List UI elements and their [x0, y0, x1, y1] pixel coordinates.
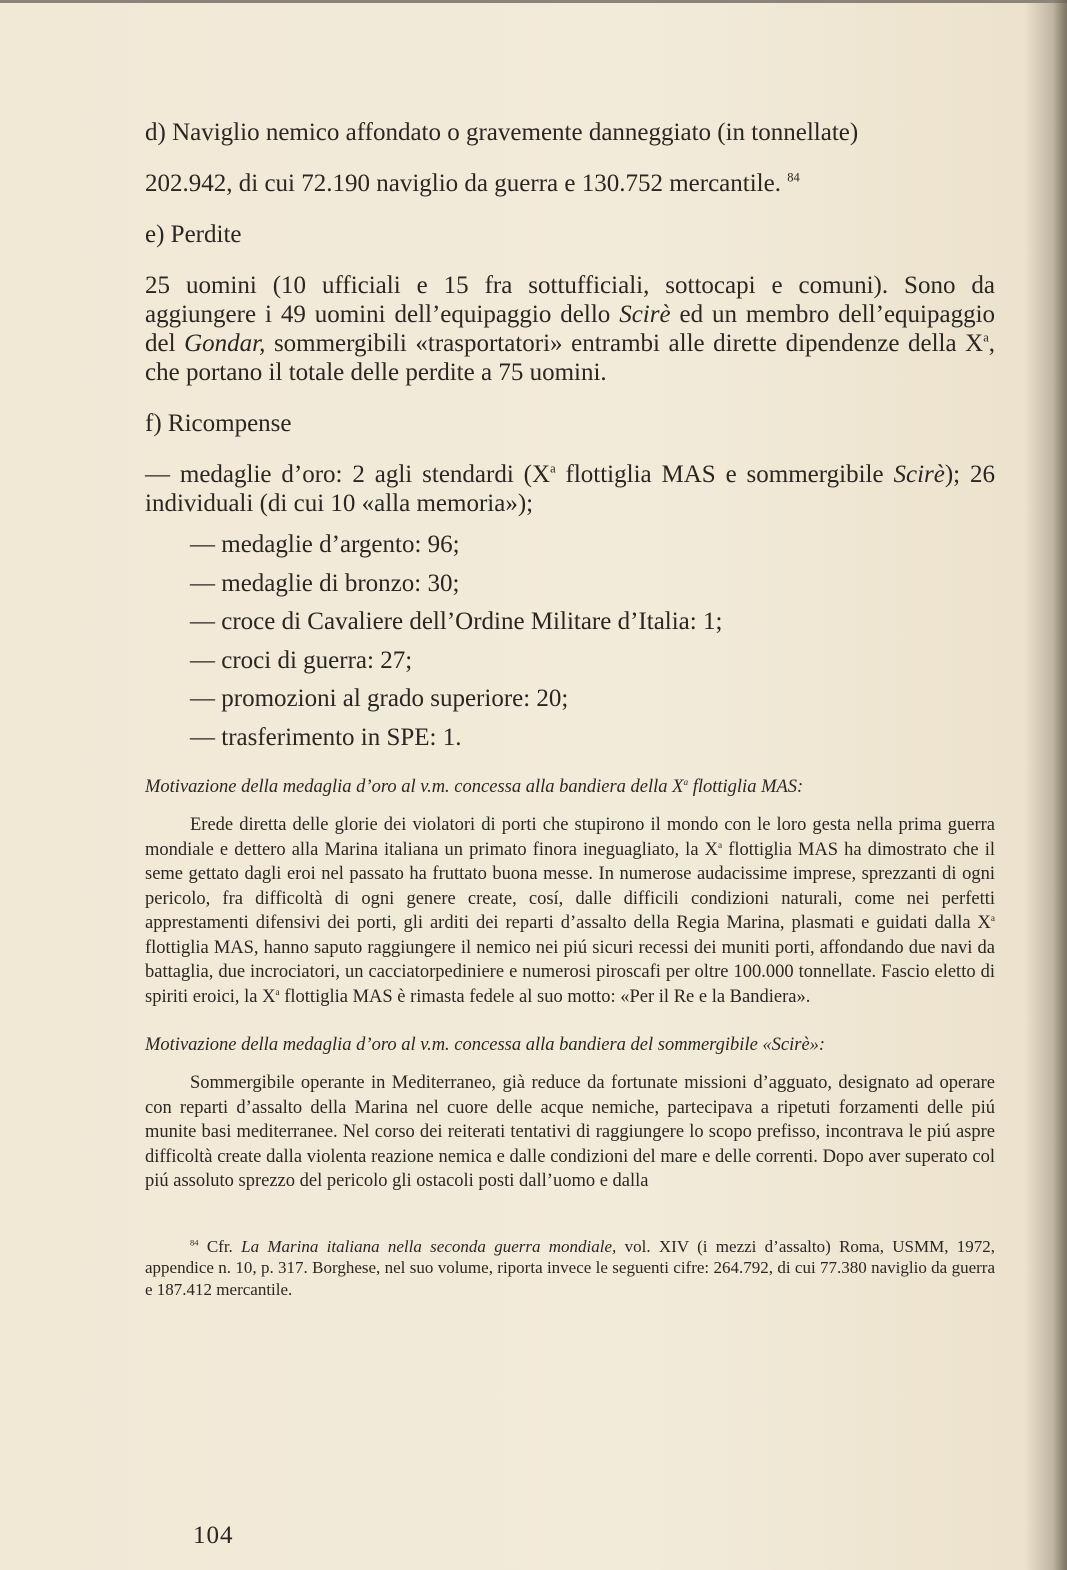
section-d-text: 202.942, di cui 72.190 naviglio da guerra e 130.752 mercantile. $^{84}$: [145, 170, 800, 197]
motivation-1-text: Erede diretta delle glorie dei violatori di porti che stupirono il mondo con le loro gesta nella prima guerra mondiale e dettero alla Marina italiana un primato finora ineguagliato, la $X^a$ flottiglia MAS ha dimostrato che il seme gettato dagli eroi nel passato ha fruttato buona messe. In numerose audacissime imprese, sprezzanti di ogni pericolo, fra difficoltà di ogni genere create, cosí, dalle difficili condizioni naturali, come nei perfetti apprestamenti difensivi dei porti, gli arditi dei reparti d’assalto della Regia Marina, plasmati e guidati dalla $X^a$ flottiglia MAS, hanno saputo raggiungere il nemico nei piú sicuri recessi dei muniti porti, affondando due navi da battaglia, due incrociatori, un cacciatorpediniere e numerosi piroscafi per oltre 100.000 tonnellate. Fascio eletto di spiriti eroici, la $X^a$ flottiglia MAS è rimasta fedele al suo motto: «Per il Re e la Bandiera».: [145, 815, 995, 1007]
section-e-text: 25 uomini (10 ufficiali e 15 fra sottufficiali, sottocapi e comuni). Sono da aggiungere i 49 uomini dell’equipaggio dello Scirè ed un membro dell’equipaggio del Gondar, sommergibili «trasportatori» entrambi alle dirette dipendenze della $X^a$, che portano il totale delle perdite a 75 uomini.: [145, 272, 996, 386]
section-e-heading: e) Perdite: [145, 221, 242, 248]
section-d-heading: d) Naviglio nemico affondato o gravemente danneggiato (in tonnellate): [145, 119, 859, 146]
footnote-84: $^{84}$ Cfr. La Marina italiana nella seconda guerra mondiale, vol. XIV (i mezzi d’assalto) Roma, USMM, 1972, appendice n. 10, p. 317. Borghese, nel suo volume, riporta invece le seguenti cifre: 264.792, di cui 77.380 naviglio da guerra e 187.412 mercantile.: [145, 1236, 996, 1299]
award-item: — promozioni al grado superiore: 20;: [190, 685, 569, 712]
page-number: 104: [193, 1522, 234, 1549]
award-item: — croce di Cavaliere dell’Ordine Militare d’Italia: 1;: [190, 608, 723, 635]
section-f-heading: f) Ricompense: [145, 410, 292, 437]
gold-medals-item: — medaglie d’oro: 2 agli stendardi ($X^a$ flottiglia MAS e sommergibile Scirè); 26 individuali (di cui 10 «alla memoria»);: [145, 461, 996, 517]
award-item: — trasferimento in SPE: 1.: [190, 723, 462, 751]
motivation-2-text: Sommergibile operante in Mediterraneo, già reduce da fortunate missioni d’agguato, designato ad operare con reparti d’assalto della Marina nel cuore delle acque nemiche, partecipava a ripetuti forzamenti delle piú munite basi mediterranee. Nel corso dei reiterati tentativi di raggiungere lo scopo prefisso, incontrava le piú aspre difficoltà create dalla violenta reazione nemica e dalle condizioni del mare e delle correnti. Dopo aver superato col piú assoluto sprezzo del pericolo gli ostacoli posti dall’uomo e dalla: [145, 1073, 995, 1191]
award-item: — medaglie d’argento: 96;: [190, 531, 460, 558]
footnote-ref-84: 84: [787, 170, 800, 185]
award-item: — croci di guerra: 27;: [190, 646, 413, 674]
motivation-1-caption: Motivazione della medaglia d’oro al v.m. concessa alla bandiera della $X^a$ flottiglia MAS:: [145, 777, 804, 797]
awards-list: [145, 526, 995, 757]
binding-shadow: [1053, 0, 1067, 1570]
award-item: — medaglie di bronzo: 30;: [190, 569, 460, 597]
page-content: [145, 118, 995, 1300]
motivation-2-caption: Motivazione della medaglia d’oro al v.m. concessa alla bandiera del sommergibile «Scirè»:: [145, 1035, 826, 1055]
page-top-edge: [0, 0, 1067, 3]
